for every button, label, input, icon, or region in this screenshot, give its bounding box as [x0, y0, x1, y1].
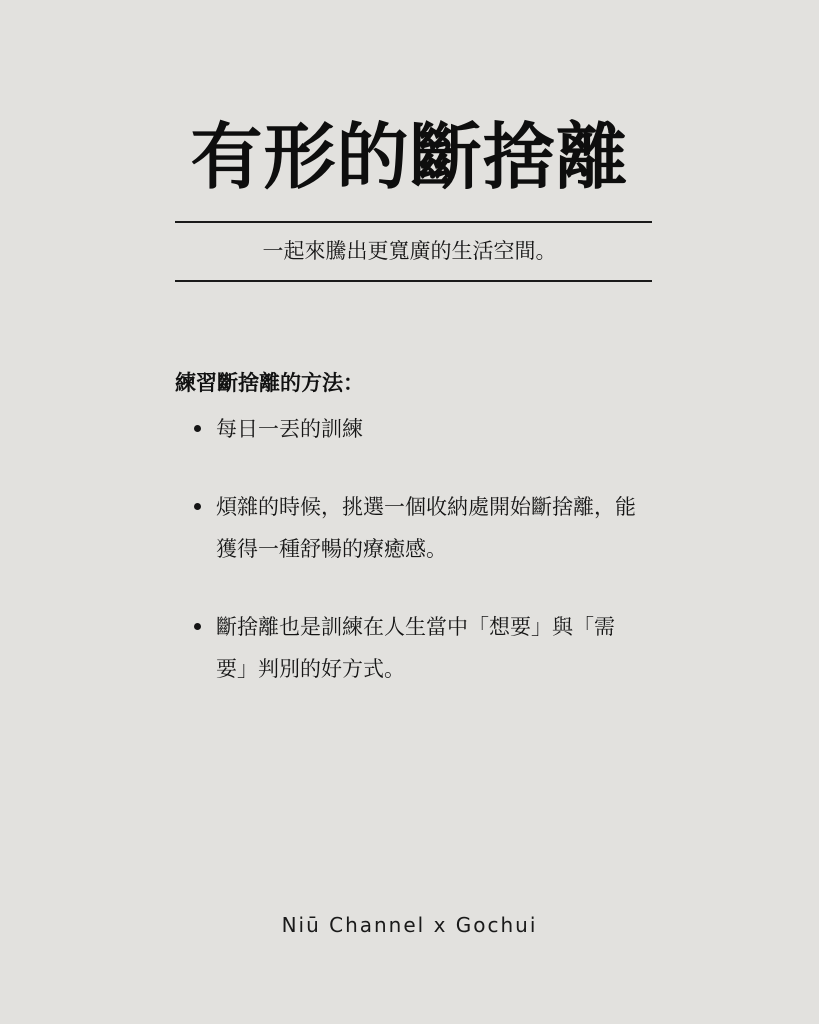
list-item	[175, 486, 645, 570]
bullet-dot-icon	[194, 425, 201, 432]
footer-credit: Niū Channel x Gochui	[281, 913, 538, 937]
bullet-dot-icon	[194, 623, 201, 630]
list-item-text: 斷捨離也是訓練在人生當中「想要」與「需要」判別的好方式。	[216, 615, 615, 681]
page-title: 有形的斷捨離	[190, 115, 629, 199]
section-heading: 練習斷捨離的方法：	[175, 371, 364, 395]
list-item-text: 煩雜的時候，挑選一個收納處開始斷捨離，能獲得一種舒暢的療癒感。	[216, 495, 636, 561]
list-item-text: 每日一丟的訓練	[216, 417, 363, 441]
bottom-divider	[175, 280, 652, 282]
bullet-dot-icon	[194, 503, 201, 510]
page-subtitle: 一起來騰出更寬廣的生活空間。	[262, 239, 557, 263]
list-item	[175, 408, 645, 450]
top-divider	[175, 221, 652, 223]
method-list	[175, 408, 645, 690]
list-item	[175, 606, 645, 690]
